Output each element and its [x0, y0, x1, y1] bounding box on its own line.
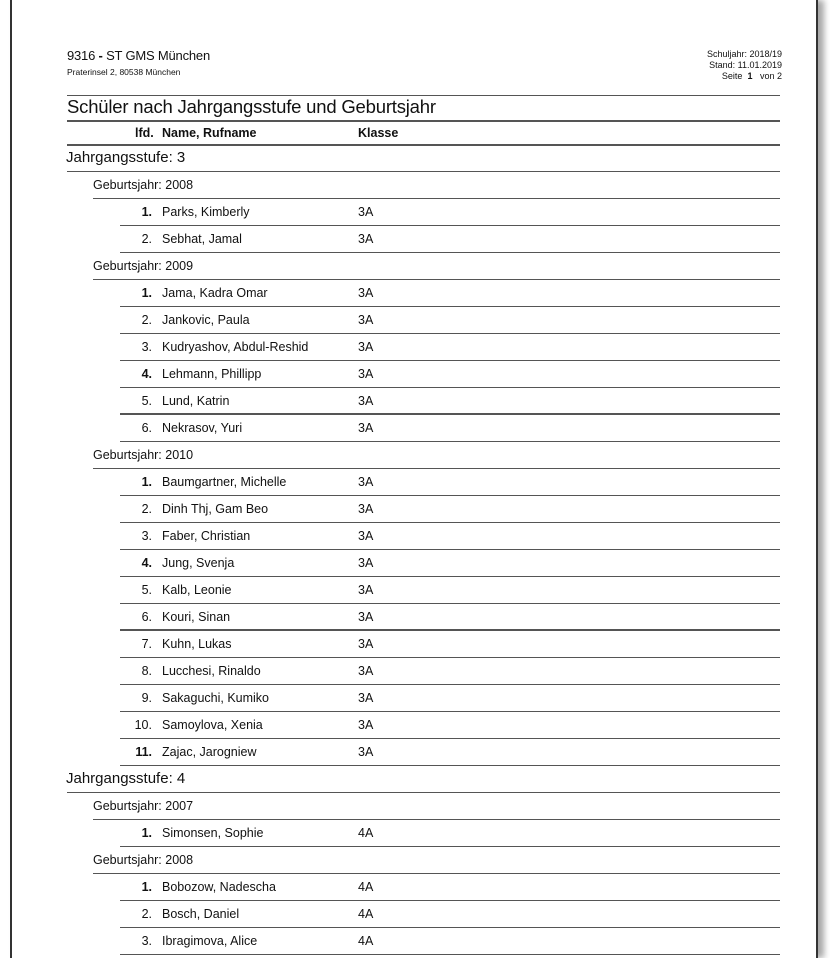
student-number: 10.: [134, 718, 152, 732]
row-divider: [120, 954, 780, 955]
student-class: 3A: [358, 610, 374, 624]
student-class: 3A: [358, 664, 374, 678]
student-row: [12, 361, 816, 388]
student-name: Zajac, Jarogniew: [162, 745, 257, 759]
school-line: [67, 48, 210, 63]
col-name: Name, Rufname: [162, 126, 257, 140]
geburtsjahr-heading: [12, 847, 816, 874]
geburtsjahr-heading: [12, 172, 816, 199]
student-name: Kalb, Leonie: [162, 583, 232, 597]
student-name: Ibragimova, Alice: [162, 934, 258, 948]
student-class: 3A: [358, 286, 374, 300]
geburtsjahr-label: Geburtsjahr: 2007: [93, 799, 194, 813]
student-name: Simonsen, Sophie: [162, 826, 264, 840]
jahrgangsstufe-label: Jahrgangsstufe: 4: [66, 770, 186, 787]
student-row: [12, 928, 816, 955]
student-number: 11.: [135, 745, 152, 759]
student-name: Sakaguchi, Kumiko: [162, 691, 270, 705]
school-header: [67, 48, 210, 77]
student-class: 3A: [358, 691, 374, 705]
col-klasse: Klasse: [358, 126, 399, 140]
student-name: Kuhn, Lukas: [162, 637, 232, 651]
student-number: 3.: [141, 529, 152, 543]
student-name: Baumgartner, Michelle: [162, 475, 287, 489]
student-row: [12, 469, 816, 496]
geburtsjahr-label: Geburtsjahr: 2008: [93, 853, 194, 867]
jahrgangsstufe-label: Jahrgangsstufe: 3: [66, 149, 186, 166]
report-page: [10, 0, 818, 958]
page-current: 1: [747, 71, 753, 81]
student-name: Sebhat, Jamal: [162, 232, 242, 246]
student-row: [12, 739, 816, 766]
student-row: [12, 712, 816, 739]
student-number: 2.: [141, 502, 152, 516]
student-name: Bosch, Daniel: [162, 907, 240, 921]
student-class: 4A: [358, 826, 374, 840]
student-class: 3A: [358, 313, 374, 327]
student-name: Jung, Svenja: [162, 556, 235, 570]
student-class: 3A: [358, 745, 374, 759]
student-row: [12, 307, 816, 334]
student-name: Kouri, Sinan: [162, 610, 231, 624]
student-class: 4A: [358, 880, 374, 894]
student-class: 3A: [358, 232, 374, 246]
column-header: [67, 120, 780, 146]
report-title: Schüler nach Jahrgangsstufe und Geburtsjahr: [67, 95, 780, 118]
student-number: 4.: [141, 367, 152, 381]
student-number: 2.: [141, 907, 152, 921]
geburtsjahr-heading: [12, 793, 816, 820]
student-row: [12, 415, 816, 442]
student-number: 2.: [141, 232, 152, 246]
student-row: [12, 874, 816, 901]
student-name: Dinh Thj, Gam Beo: [162, 502, 269, 516]
student-number: 8.: [141, 664, 152, 678]
student-row: [12, 577, 816, 604]
student-number: 6.: [141, 421, 152, 435]
geburtsjahr-label: Geburtsjahr: 2009: [93, 259, 194, 273]
student-number: 3.: [141, 934, 152, 948]
student-name: Parks, Kimberly: [162, 205, 250, 219]
student-class: 3A: [358, 583, 374, 597]
student-number: 1.: [141, 205, 152, 219]
student-class: 3A: [358, 205, 374, 219]
student-row: [12, 334, 816, 361]
page-number: [707, 71, 782, 82]
student-row: [12, 658, 816, 685]
student-name: Nekrasov, Yuri: [162, 421, 243, 435]
student-class: 3A: [358, 556, 374, 570]
student-row: [12, 388, 816, 415]
student-name: Lehmann, Phillipp: [162, 367, 262, 381]
school-address: Praterinsel 2, 80538 München: [67, 67, 181, 77]
student-row: [12, 685, 816, 712]
student-number: 5.: [141, 583, 152, 597]
student-name: Jankovic, Paula: [162, 313, 250, 327]
student-class: 3A: [358, 718, 374, 732]
student-row: [12, 604, 816, 631]
col-lfd: lfd.: [135, 126, 154, 140]
student-name: Kudryashov, Abdul-Reshid: [162, 340, 309, 354]
student-class: 3A: [358, 421, 374, 435]
student-row: [12, 631, 816, 658]
school-id: 9316: [67, 48, 96, 63]
student-row: [12, 901, 816, 928]
student-class: 3A: [358, 529, 374, 543]
geburtsjahr-heading: [12, 442, 816, 469]
report-meta: [707, 49, 782, 82]
student-row: [12, 820, 816, 847]
geburtsjahr-label: Geburtsjahr: 2008: [93, 178, 194, 192]
student-number: 1.: [141, 286, 152, 300]
student-name: Bobozow, Nadescha: [162, 880, 276, 894]
student-number: 7.: [141, 637, 152, 651]
student-class: 4A: [358, 934, 374, 948]
student-number: 1.: [141, 826, 152, 840]
student-name: Lucchesi, Rinaldo: [162, 664, 261, 678]
schuljahr: Schuljahr: 2018/19: [706, 49, 782, 59]
jahrgangsstufe-heading: [12, 145, 816, 172]
jahrgangsstufe-heading: [12, 766, 816, 793]
student-number: 1.: [141, 880, 152, 894]
page-total: von 2: [759, 71, 782, 81]
student-name: Faber, Christian: [162, 529, 251, 543]
student-number: 5.: [141, 394, 152, 408]
page-label: Seite: [721, 71, 743, 81]
student-name: Jama, Kadra Omar: [162, 286, 268, 300]
student-name: Lund, Katrin: [162, 394, 230, 408]
student-row: [12, 550, 816, 577]
student-row: [12, 199, 816, 226]
geburtsjahr-label: Geburtsjahr: 2010: [93, 448, 194, 462]
stand-date: Stand: 11.01.2019: [709, 60, 782, 70]
student-class: 3A: [358, 340, 374, 354]
student-row: [12, 496, 816, 523]
student-number: 2.: [141, 313, 152, 327]
school-separator: -: [95, 48, 107, 63]
student-class: 3A: [358, 502, 374, 516]
geburtsjahr-heading: [12, 253, 816, 280]
student-number: 9.: [141, 691, 152, 705]
student-number: 4.: [141, 556, 152, 570]
student-class: 3A: [358, 394, 374, 408]
student-class: 4A: [358, 907, 374, 921]
student-number: 1.: [141, 475, 152, 489]
student-name: Samoylova, Xenia: [162, 718, 263, 732]
student-class: 3A: [358, 475, 374, 489]
student-number: 3.: [141, 340, 152, 354]
student-number: 6.: [141, 610, 152, 624]
student-class: 3A: [358, 367, 374, 381]
student-class: 3A: [358, 637, 374, 651]
school-name: ST GMS München: [106, 48, 210, 63]
student-row: [12, 226, 816, 253]
student-row: [12, 280, 816, 307]
student-row: [12, 523, 816, 550]
student-list: [12, 145, 816, 955]
